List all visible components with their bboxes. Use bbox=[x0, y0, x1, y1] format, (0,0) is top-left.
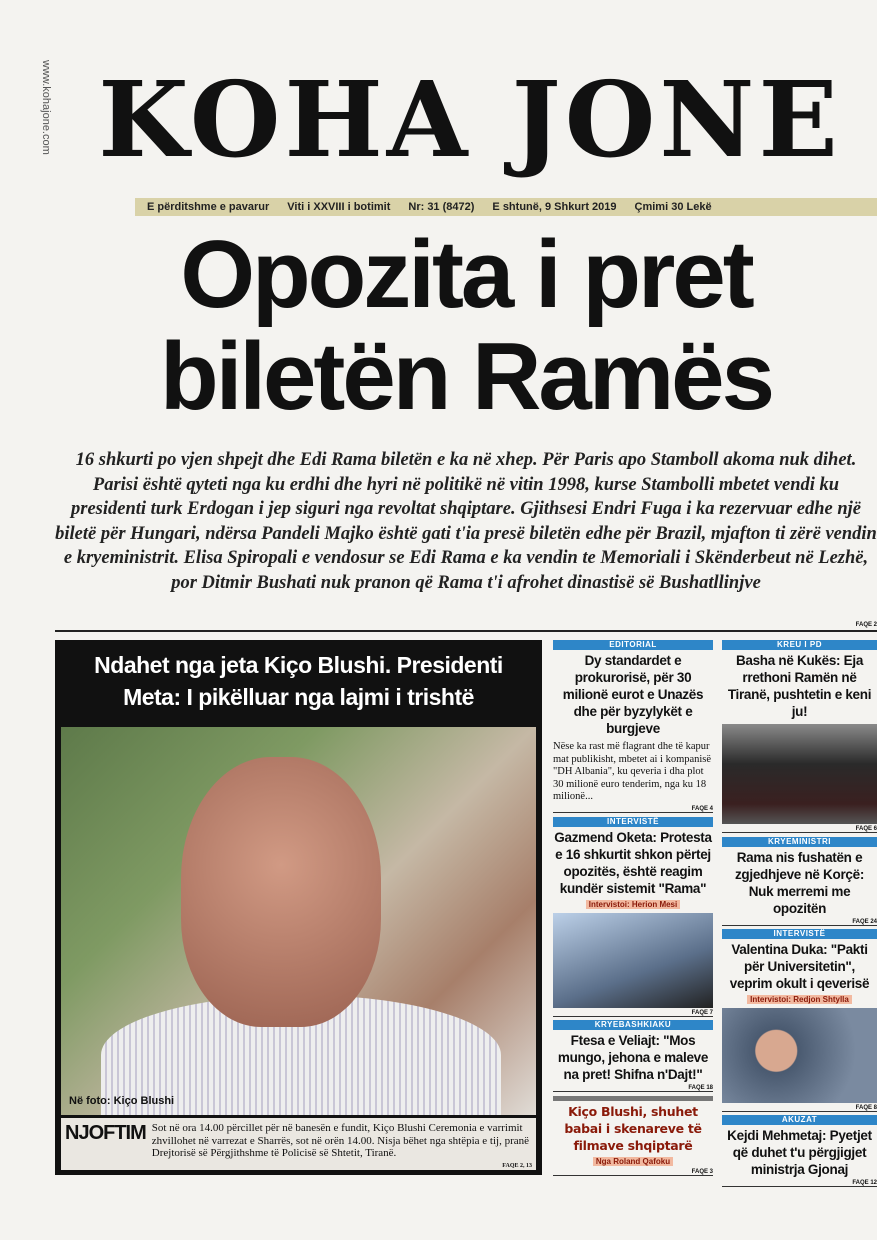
page-ref: FAQE 3 bbox=[553, 1169, 713, 1176]
kicker: AKUZAT bbox=[722, 1115, 877, 1125]
page-ref: FAQE 4 bbox=[553, 806, 713, 813]
notice-label: NJOFTIM bbox=[65, 1122, 146, 1144]
story-blushi[interactable] bbox=[553, 1096, 713, 1176]
story-title[interactable]: Kejdi Mehmetaj: Pyetjet që duhet t'u përgjigjet ministrja Gjonaj bbox=[727, 1128, 872, 1177]
story-title[interactable]: Valentina Duka: "Pakti për Universitetin", veprim okult i qeverisë bbox=[729, 942, 870, 991]
story-title[interactable]: Gazmend Oketa: Protesta e 16 shkurtit shkon përtej opozitës, është reagim kundër sistemit "Rama" bbox=[554, 829, 712, 896]
kicker: EDITORIAL bbox=[553, 640, 713, 650]
lead-title[interactable]: Ndahet nga jeta Kiço Blushi. Presidenti Meta: I pikëlluar nga lajmi i trishtë bbox=[94, 652, 503, 710]
story-duka[interactable] bbox=[722, 929, 877, 1112]
info-item: Viti i XXVIII i botimit bbox=[287, 201, 391, 213]
page-ref: FAQE 12 bbox=[722, 1180, 877, 1187]
page-ref: FAQE 7 bbox=[553, 1010, 713, 1017]
lead-photo bbox=[61, 727, 536, 1115]
headline-line: biletën Ramës bbox=[160, 323, 772, 430]
website-url: www.kohajone.com bbox=[40, 60, 52, 155]
headline-line: Opozita i pret bbox=[180, 221, 752, 328]
kicker: INTERVISTË bbox=[553, 817, 713, 827]
page-ref: FAQE 2, 13 bbox=[502, 1162, 532, 1169]
story-photo bbox=[722, 1008, 877, 1103]
story-basha[interactable] bbox=[722, 640, 877, 833]
notice-box bbox=[61, 1118, 536, 1170]
lead-story[interactable] bbox=[55, 640, 542, 1175]
story-photo bbox=[553, 913, 713, 1008]
story-title[interactable]: Kiço Blushi, shuhet babai i skenareve të filmave shqiptarë bbox=[564, 1103, 702, 1153]
info-bar bbox=[135, 198, 877, 216]
story-photo bbox=[722, 724, 877, 824]
notice-body: Sot në ora 14.00 përcillet për në banesën e fundit, Kiço Blushi Ceremonia e varrimit zhvillohet në varrezat e Sharrës, sot në orën 14.00. Nisja bëhet nga shtëpia e tij, pranë Drejtorisë së Përgjithshme të Policisë së Shtetit, Tiranë. bbox=[151, 1122, 530, 1159]
story-rama[interactable] bbox=[722, 837, 877, 926]
main-headline bbox=[55, 221, 877, 430]
divider bbox=[55, 630, 877, 632]
column-2 bbox=[722, 640, 877, 1187]
info-item: Çmimi 30 Lekë bbox=[634, 201, 712, 213]
story-mehmetaj[interactable] bbox=[722, 1115, 877, 1187]
story-editorial[interactable] bbox=[553, 640, 713, 813]
byline: Intervistoi: Herion Mesi bbox=[586, 900, 680, 909]
story-body: Nëse ka rast më flagrant dhe të kapur mat publikisht, mbetet ai i kompanisë "DH Albania", ku qeveria i dha plot 30 milionë euro tenderim, nga ku 18 milionë... bbox=[553, 741, 712, 802]
story-oketa[interactable] bbox=[553, 817, 713, 1017]
page-ref: FAQE 18 bbox=[553, 1085, 713, 1092]
story-title[interactable]: Basha në Kukës: Eja rrethoni Ramën në Tiranë, pushtetin e keni ju! bbox=[727, 653, 872, 719]
info-item: E shtunë, 9 Shkurt 2019 bbox=[492, 201, 617, 213]
kicker: KREU I PD bbox=[722, 640, 877, 650]
notice-text bbox=[151, 1122, 532, 1169]
photo-face bbox=[181, 757, 381, 1027]
kicker: KRYEBASHKIAKU bbox=[553, 1020, 713, 1030]
story-title[interactable]: Ftesa e Veliajt: "Mos mungo, jehona e maleve na pret! Shifna n'Dajt!" bbox=[557, 1032, 709, 1082]
column-1 bbox=[553, 640, 713, 1176]
story-title[interactable]: Rama nis fushatën e zgjedhjeve në Korçë: Nuk merremi me opozitën bbox=[734, 850, 865, 916]
page-ref: FAQE 24 bbox=[722, 919, 877, 926]
photo-caption: Në foto: Kiço Blushi bbox=[69, 1095, 175, 1107]
info-item: E përditshme e pavarur bbox=[147, 201, 270, 213]
kicker: INTERVISTË bbox=[722, 929, 877, 939]
kicker: KRYEMINISTRI bbox=[722, 837, 877, 847]
story-title[interactable]: Dy standardet e prokurorisë, për 30 milionë eurot e Unazës dhe për byzylykët e burgjeve bbox=[562, 653, 704, 736]
page-ref: FAQE 8 bbox=[722, 1105, 877, 1112]
byline: Nga Roland Qafoku bbox=[593, 1157, 673, 1166]
info-item: Nr: 31 (8472) bbox=[408, 201, 475, 213]
byline: Intervistoi: Redjon Shtylla bbox=[747, 995, 852, 1004]
page-ref: FAQE 6 bbox=[722, 826, 877, 833]
masthead-logo: KOHA JONE bbox=[98, 58, 842, 181]
page-ref: FAQE 2 bbox=[855, 622, 877, 628]
story-veliaj[interactable] bbox=[553, 1020, 713, 1092]
headline-deck: 16 shkurti po vjen shpejt dhe Edi Rama biletën e ka në xhep. Për Paris apo Stamboll akoma nuk dihet. Parisi është qyteti nga ku erdhi dhe hyri në politikë në vitin 1998, kurse Stambolli mbetet vendi ku presidenti turk Erdogan i jep siguri nga revoltat shqiptare. Gjithsesi Endri Fuga i ka rezervuar edhe një biletë për Hungari, ndërsa Pandeli Majko është gati t'ia presë biletën edhe për Brazil, mjafton ti zërë vendin e kryeministrit. Elisa Spiropali e vendosur se Edi Rama e ka vendin te Memoriali i Skënderbeut në Lezhë, por Ditmir Bushati nuk pranon që Rama t'i afrohet dinastisë së Bushatllinjve bbox=[55, 450, 877, 593]
